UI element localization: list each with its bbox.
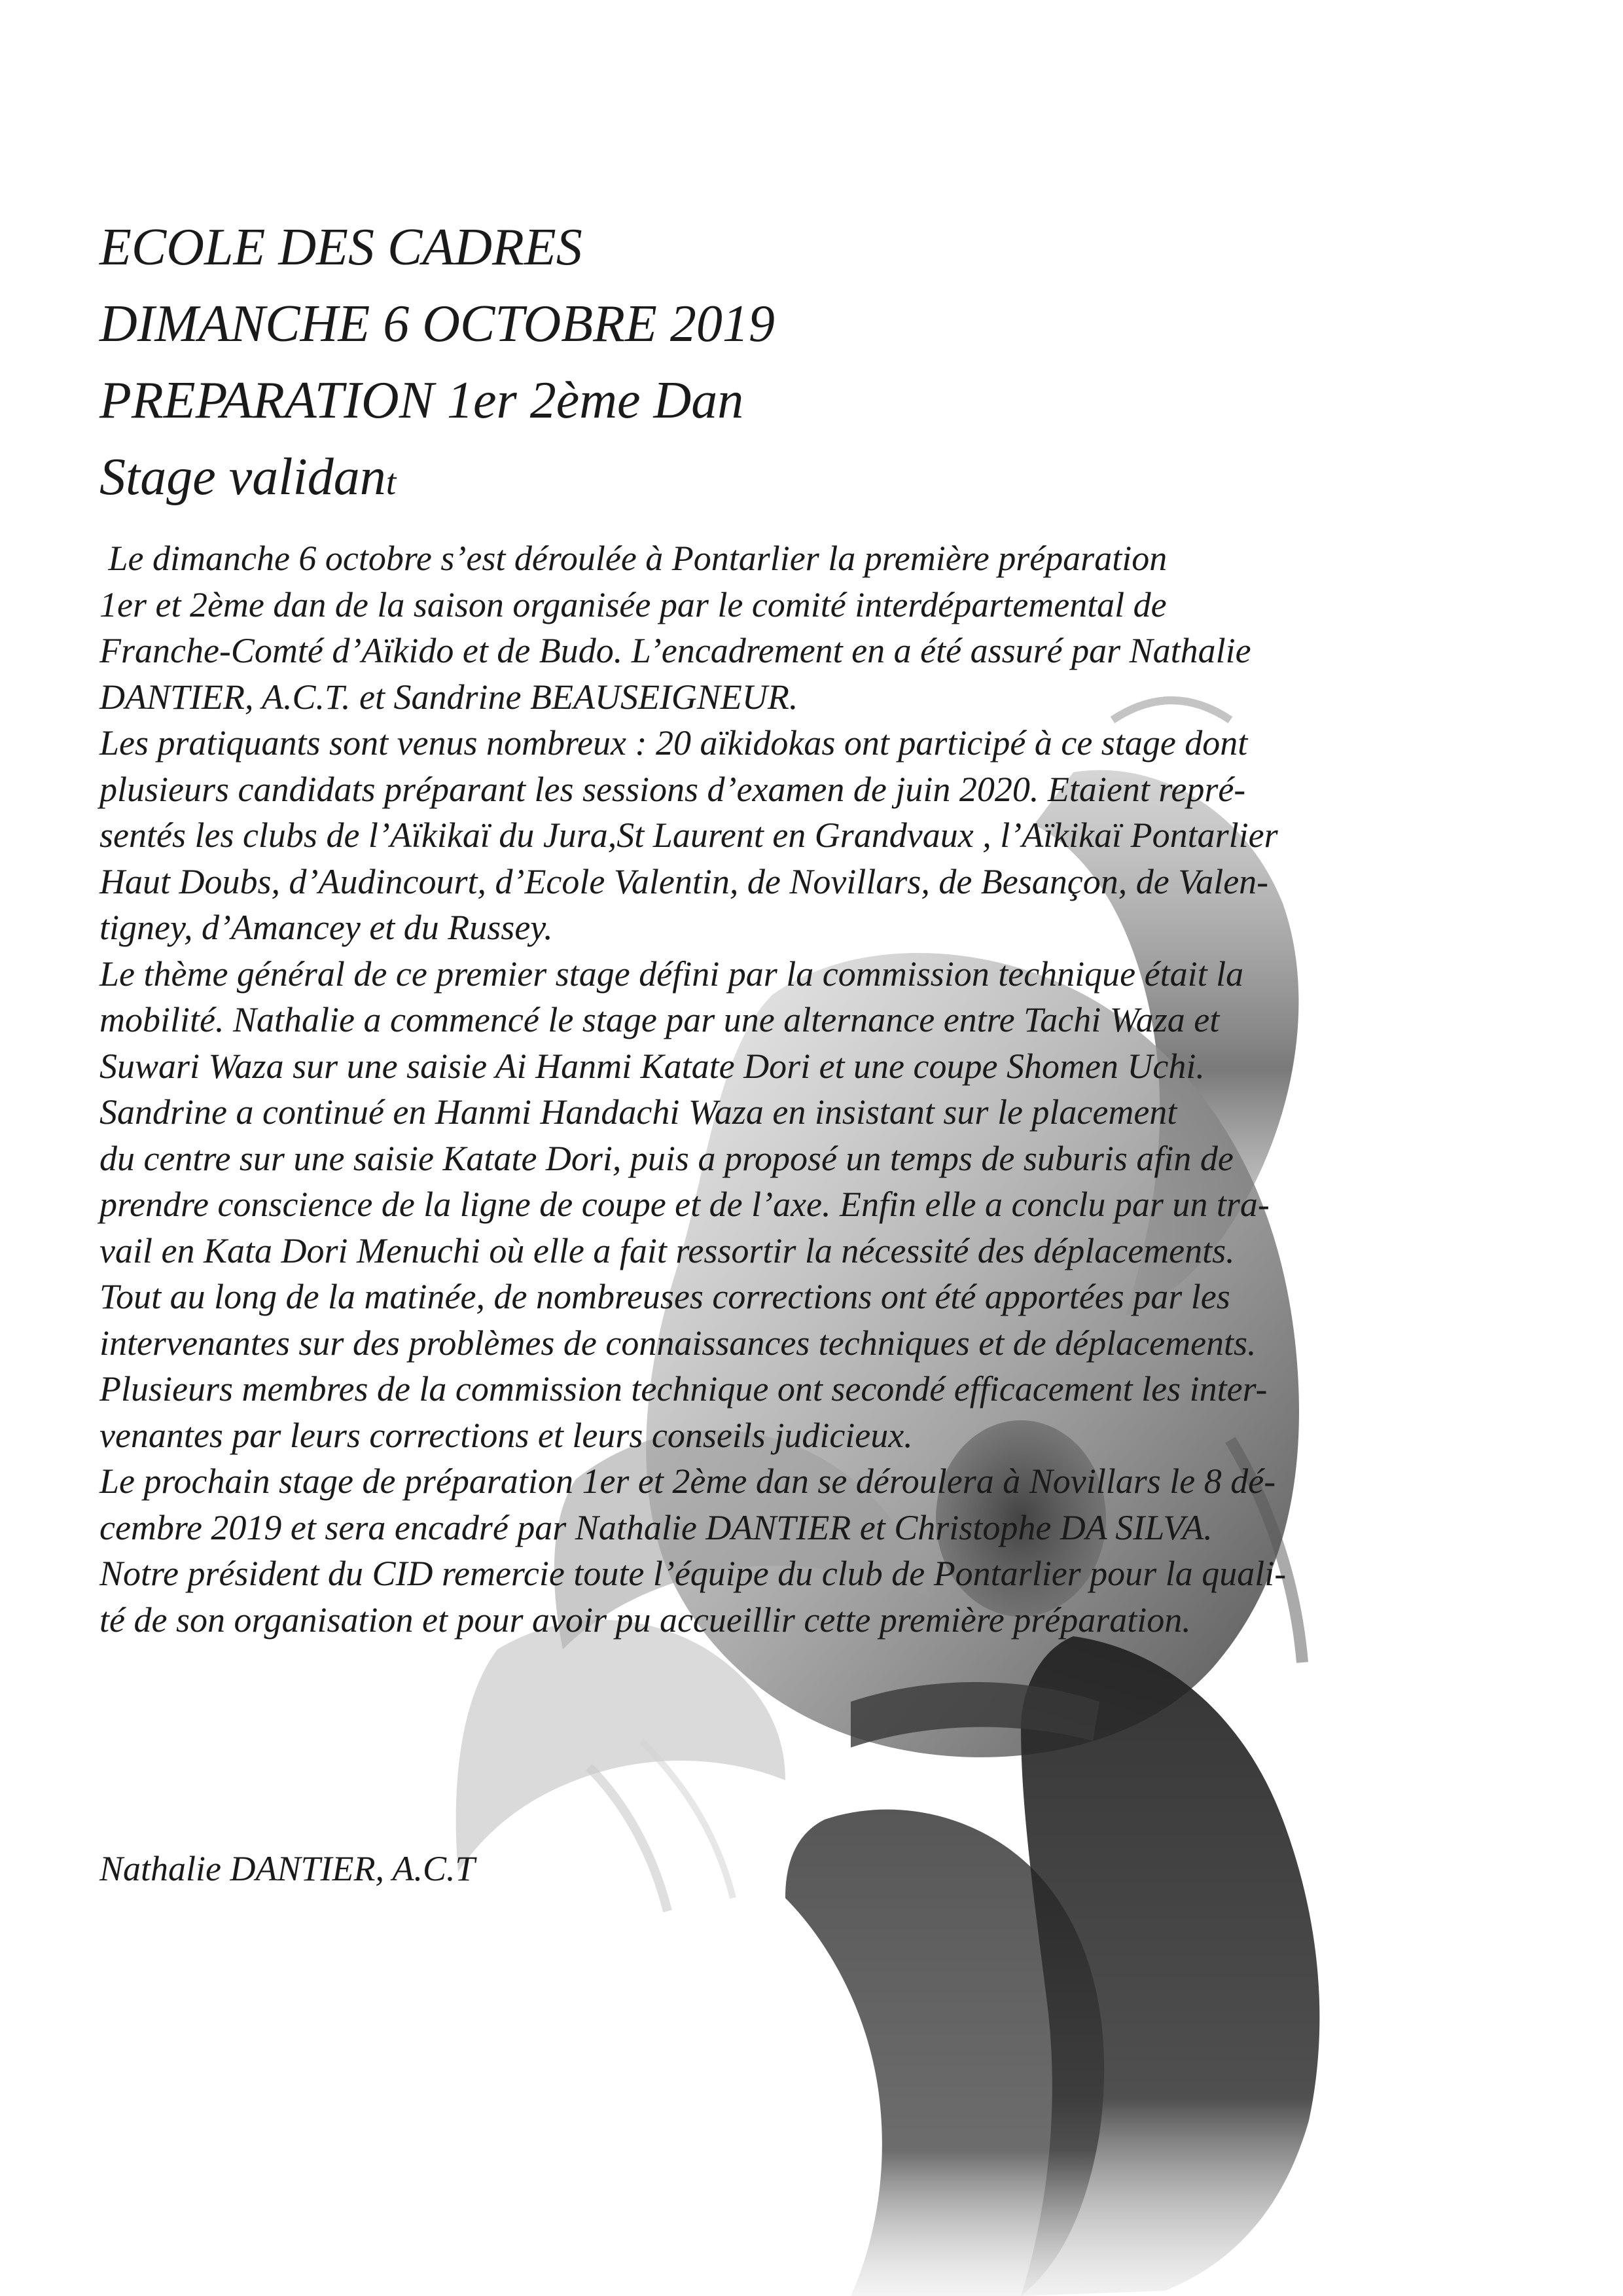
- body-line: cembre 2019 et sera encadré par Nathalie DANTIER et Christophe DA SILVA.: [99, 1507, 1213, 1547]
- body-line: 1er et 2ème dan de la saison organisée par le comité interdépartemental de: [99, 584, 1167, 624]
- body-line: Le prochain stage de préparation 1er et 2ème dan se déroulera à Novillars le 8 dé-: [99, 1462, 1276, 1501]
- body-line: Haut Doubs, d’Audincourt, d’Ecole Valentin, de Novillars, de Besançon, de Valen-: [99, 861, 1269, 901]
- body-line: Plusieurs membres de la commission technique ont secondé efficacement les inter-: [99, 1369, 1268, 1408]
- body-line: té de son organisation et pour avoir pu accueillir cette première préparation.: [99, 1600, 1191, 1640]
- body-line: Notre président du CID remercie toute l’équipe du club de Pontarlier pour la quali-: [99, 1554, 1287, 1593]
- title-line-4-main: Stage validan: [99, 448, 386, 506]
- body-line: prendre conscience de la ligne de coupe et de l’axe. Enfin elle a conclu par un tra-: [99, 1185, 1270, 1224]
- title-line-3: PREPARATION 1er 2ème Dan: [99, 372, 744, 429]
- body-line: Le thème général de ce premier stage défini par la commission technique était la: [99, 954, 1244, 994]
- title-line-4-suffix: t: [385, 462, 397, 503]
- document-title: [99, 209, 1539, 521]
- body-line: Sandrine a continué en Hanmi Handachi Waza en insistant sur le placement: [99, 1092, 1177, 1132]
- article-body: [99, 535, 1539, 1643]
- body-line: sentés les clubs de l’Aïkikaï du Jura,St Laurent en Grandvaux , l’Aïkikaï Pontarlier: [99, 816, 1278, 855]
- title-line-1: ECOLE DES CADRES: [99, 219, 582, 276]
- body-line: mobilité. Nathalie a commencé le stage par une alternance entre Tachi Waza et: [99, 1000, 1220, 1039]
- body-line: plusieurs candidats préparant les sessions d’examen de juin 2020. Etaient repré-: [99, 769, 1246, 809]
- body-line: Le dimanche 6 octobre s’est déroulée à Pontarlier la première préparation: [99, 539, 1168, 578]
- title-line-4: [99, 439, 1539, 521]
- body-line: Suwari Waza sur une saisie Ai Hanmi Katate Dori et une coupe Shomen Uchi.: [99, 1046, 1205, 1086]
- body-line: Franche-Comté d’Aïkido et de Budo. L’encadrement en a été assuré par Nathalie: [99, 631, 1251, 670]
- title-line-2: DIMANCHE 6 OCTOBRE 2019: [99, 295, 775, 353]
- body-line: Les pratiquants sont venus nombreux : 20 aïkidokas ont participé à ce stage dont: [99, 723, 1248, 762]
- body-line: vail en Kata Dori Menuchi où elle a fait ressortir la nécessité des déplacements.: [99, 1230, 1235, 1270]
- body-line: Tout au long de la matinée, de nombreuses corrections ont été apportées par les: [99, 1277, 1230, 1316]
- author-signature: Nathalie DANTIER, A.C.T: [99, 1849, 475, 1888]
- body-line: venantes par leurs corrections et leurs conseils judicieux.: [99, 1415, 913, 1455]
- body-line: tigney, d’Amancey et du Russey.: [99, 908, 553, 947]
- body-line: du centre sur une saisie Katate Dori, puis a proposé un temps de suburis afin de: [99, 1138, 1234, 1178]
- body-line: intervenantes sur des problèmes de connaissances techniques et de déplacements.: [99, 1323, 1257, 1363]
- body-line: DANTIER, A.C.T. et Sandrine BEAUSEIGNEUR.: [99, 677, 798, 717]
